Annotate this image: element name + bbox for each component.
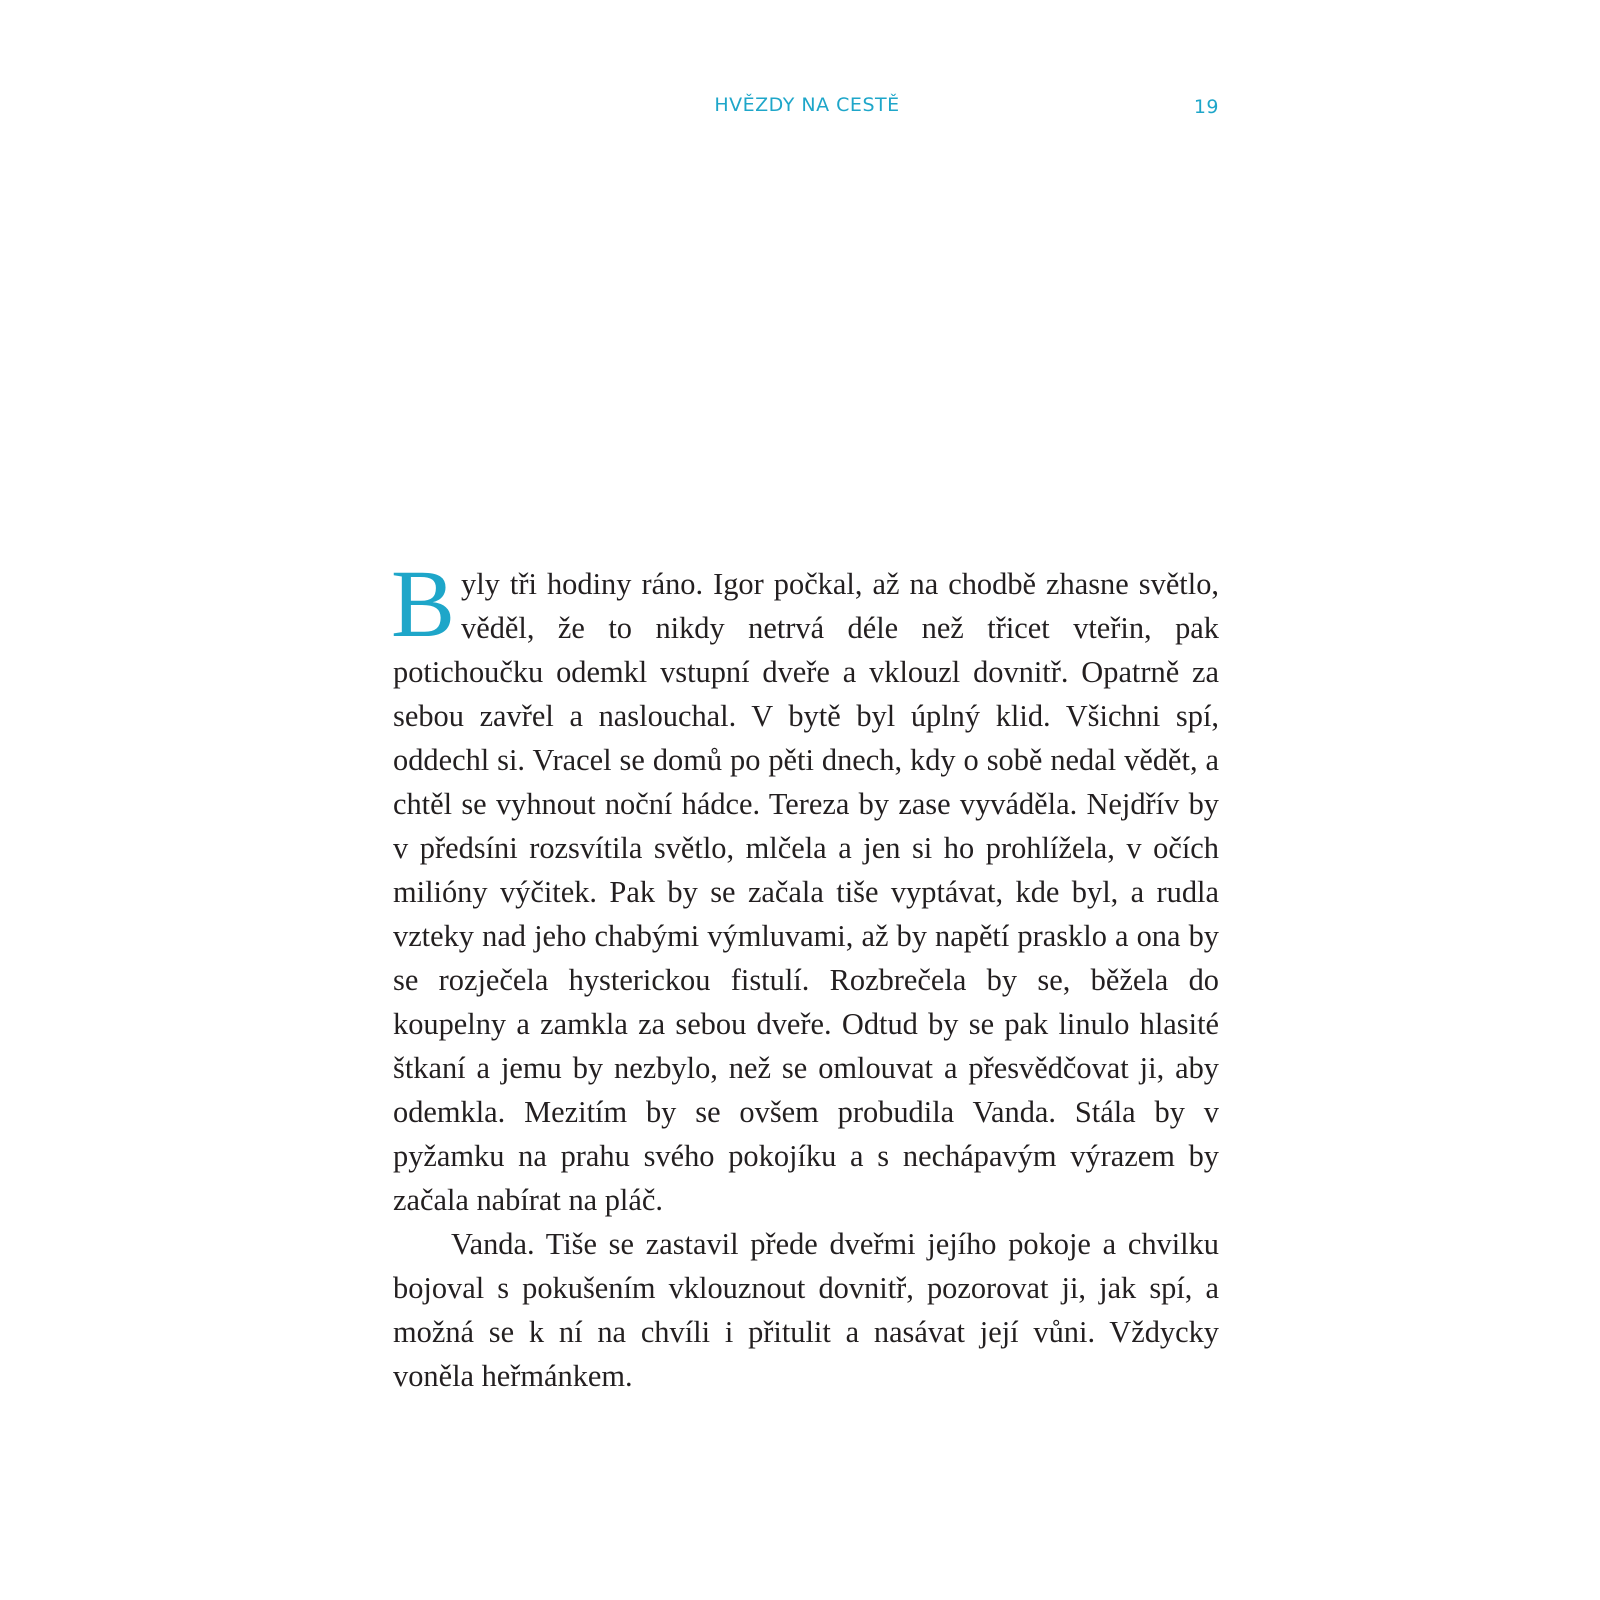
- chapter-number-text: 2: [741, 261, 851, 446]
- running-title: HVĚZDY NA CESTĚ: [714, 94, 900, 116]
- paragraph-2-text: Vanda. Tiše se zastavil přede dveřmi jejího pokoje a chvilku bojoval s pokušením vklouznout dovnitř, pozorovat ji, jak spí, a možná se k ní na chvíli i přitulit a nasávat její vůni. Vždycky voněla heřmánkem.: [393, 1227, 1219, 1393]
- paragraph-2: [393, 1222, 1219, 1398]
- paragraph-1: [391, 550, 1219, 1222]
- paragraph-1-text: yly tři hodiny ráno. Igor počkal, až na chodbě zhasne světlo, věděl, že to nikdy netrvá déle než třicet vteřin, pak potichoučku odemkl vstupní dveře a vklouzl dovnitř. Opatrně za sebou zavřel a naslouchal. V bytě byl úplný klid. Všichni spí, oddechl si. Vracel se domů po pěti dnech, kdy o sobě nedal vědět, a chtěl se vyhnout noční hádce. Tereza by zase vyváděla. Nejdřív by v předsíni rozsvítila světlo, mlčela a jen si ho prohlížela, v očích milióny výčitek. Pak by se začala tiše vyptávat, kde byl, a rudla vzteky nad jeho chabými výmluvami, až by napětí prasklo a ona by se rozječela hysterickou fistulí. Rozbrečela by se, běžela do koupelny a zamkla za sebou dveře. Odtud by se pak linulo hlasité štkaní a jemu by nezbylo, než se omlouvat a přesvědčovat ji, aby odemkla. Mezitím by se ovšem probudila Vanda. Stála by v pyžamku na prahu svého pokojíku a s nechápavým výrazem by začala nabírat na pláč.: [393, 567, 1219, 1217]
- chapter-number: [0, 261, 1600, 446]
- drop-cap: B: [391, 550, 456, 657]
- running-head: [395, 94, 1219, 124]
- page-number: 19: [1193, 96, 1219, 118]
- body-text: [391, 550, 1219, 1398]
